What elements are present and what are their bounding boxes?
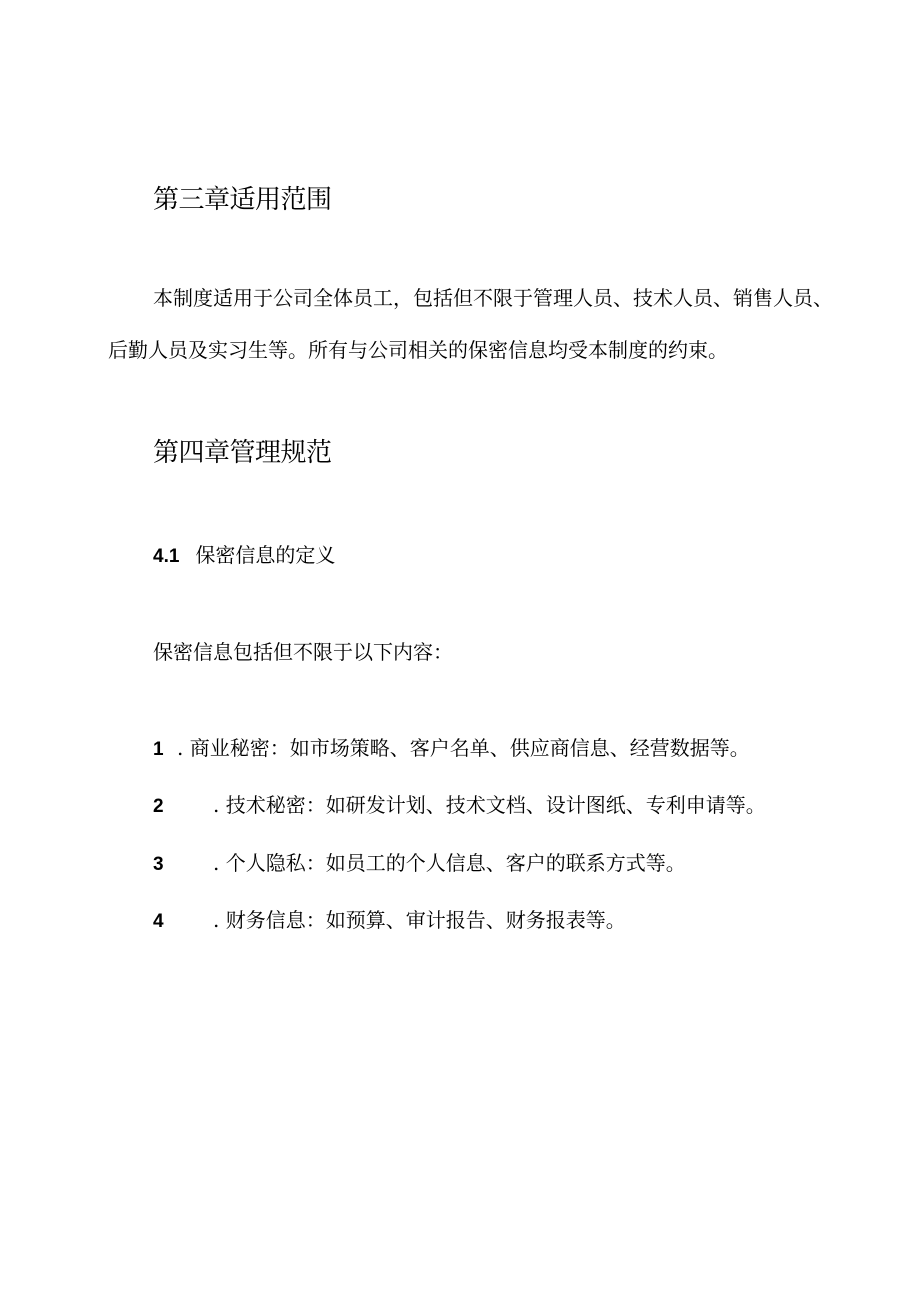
- list-item-number: 4: [153, 911, 164, 932]
- list-item: [153, 905, 626, 935]
- list-item-text: . 个人隐私：如员工的个人信息、客户的联系方式等。: [213, 851, 686, 875]
- list-item-text: . 技术秘密：如研发计划、技术文档、设计图纸、专利申请等。: [213, 793, 766, 817]
- chapter-4-heading: 第四章管理规范: [153, 438, 332, 468]
- list-item-text: . 财务信息：如预算、审计报告、财务报表等。: [213, 908, 626, 932]
- section-4-1-heading: [153, 540, 335, 570]
- list-item: [153, 733, 750, 763]
- list-item-text: . 商业秘密：如市场策略、客户名单、供应商信息、经营数据等。: [177, 736, 750, 760]
- list-item-number: 1: [153, 739, 164, 760]
- section-title: 保密信息的定义: [195, 543, 336, 567]
- list-item-number: 2: [153, 796, 164, 817]
- definition-intro: 保密信息包括但不限于以下内容：: [153, 640, 453, 664]
- chapter-3-paragraph: 本制度适用于公司全体员工，包括但不限于管理人员、技术人员、销售人员、后勤人员及实习生等。所有与公司相关的保密信息均受本制度的约束。: [108, 286, 833, 362]
- section-number: 4.1: [153, 546, 180, 567]
- chapter-3-heading: 第三章适用范围: [153, 185, 332, 215]
- list-item-number: 3: [153, 854, 164, 875]
- list-item: [153, 790, 766, 820]
- list-item: [153, 848, 686, 878]
